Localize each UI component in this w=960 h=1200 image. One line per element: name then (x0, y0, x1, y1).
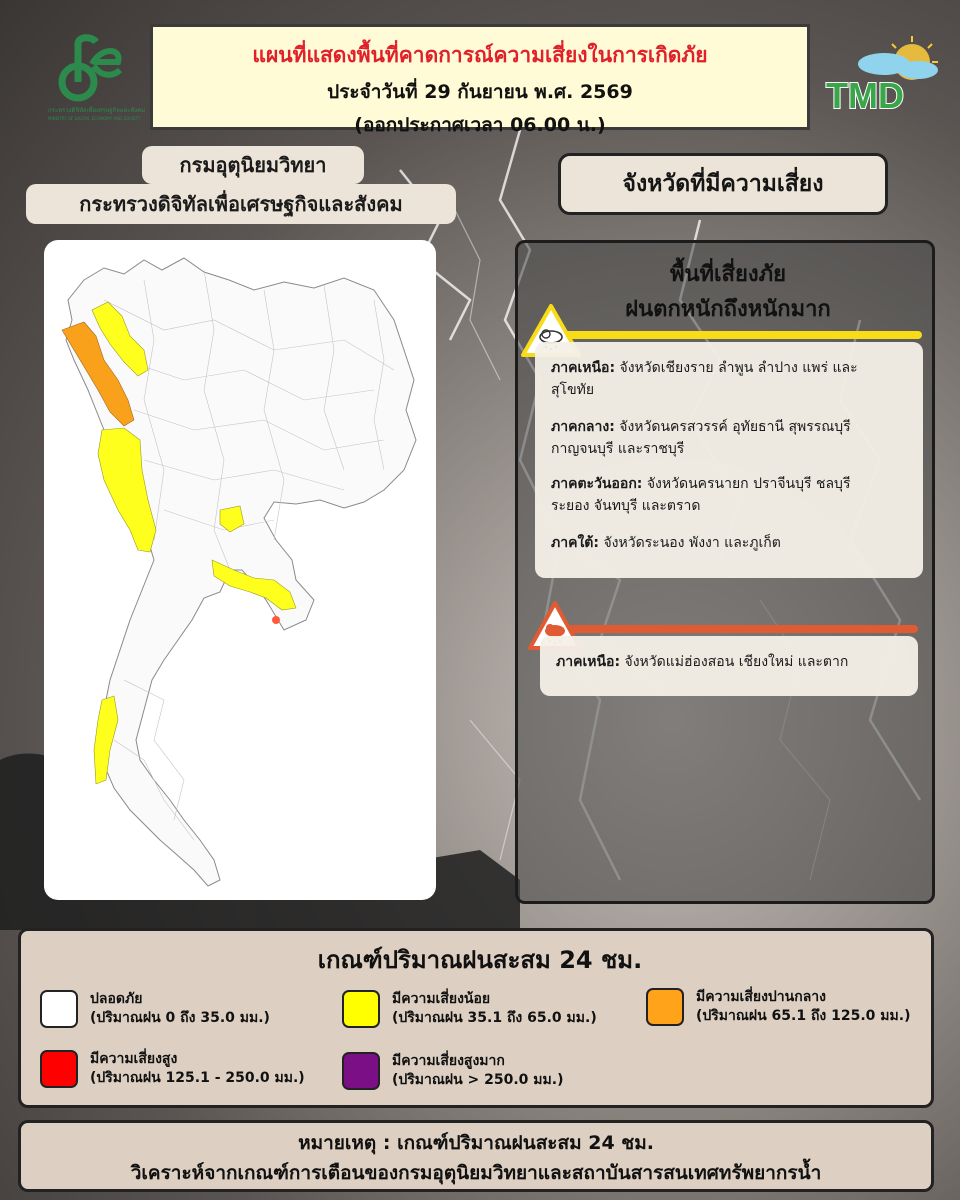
region-label: ภาคใต้: (551, 535, 599, 551)
legend-range: (ปริมาณฝน 35.1 ถึง 65.0 มม.) (392, 1010, 597, 1026)
legend-range: (ปริมาณฝน 125.1 - 250.0 มม.) (90, 1070, 305, 1086)
thailand-risk-map (44, 240, 436, 900)
legend-range: (ปริมาณฝน 0 ถึง 35.0 มม.) (90, 1010, 270, 1026)
low-risk-region-central (551, 416, 851, 460)
issued-line: (ออกประกาศเวลา 06.00 น.) (354, 114, 606, 136)
legend-item-very-high (392, 1052, 563, 1090)
region-label: ภาคเหนือ: (556, 654, 621, 670)
low-risk-region-east (551, 473, 850, 517)
low-risk-region-north (551, 357, 858, 401)
ministry-logo-text-en: MINISTRY OF DIGITAL ECONOMY AND SOCIETY (48, 116, 141, 121)
department-name: กรมอุตุนิยมวิทยา (142, 146, 364, 184)
risk-section-title: จังหวัดที่มีความเสี่ยง (558, 153, 888, 215)
ministry-name: กระทรวงดิจิทัลเพื่อเศรษฐกิจและสังคม (26, 184, 456, 224)
region-provinces-cont: กาญจนบุรี และราชบุรี (551, 441, 685, 457)
legend-label: มีความเสี่ยงสูง (90, 1051, 178, 1067)
legend-title: เกณฑ์ปริมาณฝนสะสม 24 ชม. (317, 946, 643, 974)
low-risk-card (535, 342, 923, 578)
risk-panel-heading (530, 256, 926, 326)
ministry-logo-text: กระทรวงดิจิทัลเพื่อเศรษฐกิจและสังคม (48, 107, 146, 114)
region-provinces-cont: ระยอง จันทบุรี และตราด (551, 498, 701, 514)
legend-range: (ปริมาณฝน 65.1 ถึง 125.0 มม.) (696, 1008, 911, 1024)
ministry-logo (48, 34, 148, 124)
risk-panel-heading-1: พื้นที่เสี่ยงภัย (669, 262, 786, 287)
legend-item-safe (90, 990, 270, 1028)
region-label: ภาคตะวันออก: (551, 476, 643, 492)
legend-swatch-high (40, 1050, 78, 1088)
tmd-logo (822, 36, 944, 116)
legend-swatch-low (342, 990, 380, 1028)
page-title: แผนที่แสดงพื้นที่คาดการณ์ความเสี่ยงในการเกิดภัย (252, 43, 708, 67)
map-title-box (150, 24, 810, 136)
legend-label: มีความเสี่ยงปานกลาง (696, 989, 826, 1005)
region-label: ภาคเหนือ: (551, 360, 616, 376)
legend-label: มีความเสี่ยงน้อย (392, 991, 491, 1007)
note-box (18, 1120, 934, 1192)
legend-item-medium (696, 988, 910, 1026)
legend-item-high (90, 1050, 305, 1088)
date-line: ประจำวันที่ 29 กันยายน พ.ศ. 2569 (327, 81, 633, 103)
region-provinces: จังหวัดเชียงราย ลำพูน ลำปาง แพร่ และ (619, 360, 858, 376)
region-provinces-cont: สุโขทัย (551, 382, 595, 398)
region-provinces: จังหวัดนครสวรรค์ อุทัยธานี สุพรรณบุรี (619, 419, 851, 435)
legend-range: (ปริมาณฝน > 250.0 มม.) (392, 1072, 564, 1088)
legend-swatch-medium (646, 988, 684, 1026)
region-label: ภาคกลาง: (551, 419, 615, 435)
note-line-1: หมายเหตุ : เกณฑ์ปริมาณฝนสะสม 24 ชม. (298, 1132, 654, 1154)
ministry-logo-icon (48, 34, 148, 124)
medium-risk-region-north (556, 651, 848, 673)
medium-risk-bar (540, 625, 918, 633)
region-provinces: จังหวัดนครนายก ปราจีนบุรี ชลบุรี (646, 476, 851, 492)
medium-risk-card (540, 636, 918, 696)
low-risk-bar (540, 331, 922, 339)
risk-panel-heading-2: ฝนตกหนักถึงหนักมาก (625, 297, 831, 322)
low-risk-region-south (551, 532, 781, 554)
risk-area-island (272, 616, 280, 624)
tmd-logo-text: TMD (826, 75, 904, 116)
legend-swatch-safe (40, 990, 78, 1028)
legend-label: มีความเสี่ยงสูงมาก (392, 1053, 505, 1069)
thailand-map-svg (44, 240, 436, 900)
legend-item-low (392, 990, 597, 1028)
tmd-logo-icon (822, 36, 944, 116)
region-provinces: จังหวัดแม่ฮ่องสอน เชียงใหม่ และตาก (624, 654, 849, 670)
legend-swatch-very-high (342, 1052, 380, 1090)
note-line-2: วิเคราะห์จากเกณฑ์การเตือนของกรมอุตุนิยมวิทยาและสถาบันสารสนเทศทรัพยากรน้ำ (130, 1162, 822, 1184)
region-provinces: จังหวัดระนอง พังงา และภูเก็ต (603, 535, 781, 551)
legend-label: ปลอดภัย (90, 991, 143, 1007)
